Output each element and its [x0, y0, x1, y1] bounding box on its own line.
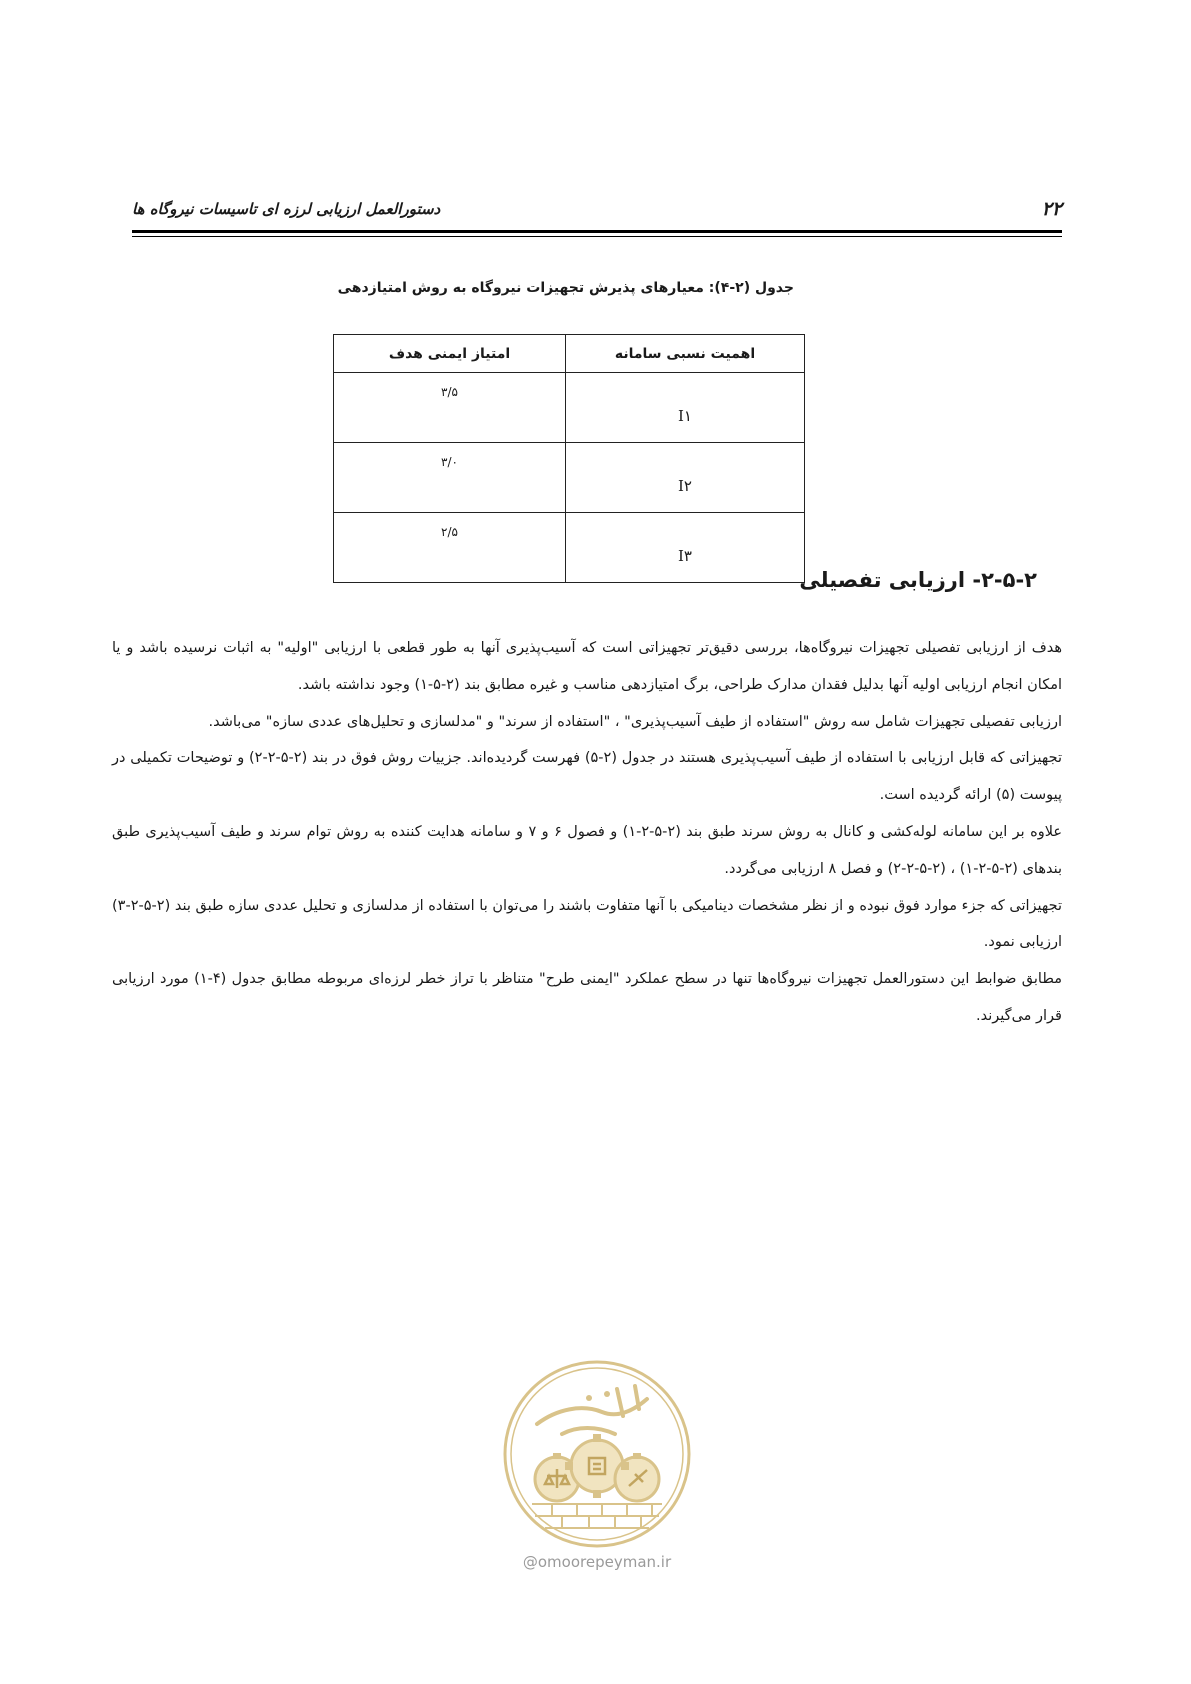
paragraph: هدف از ارزیابی تفصیلی تجهیزات نیروگاه‌ها، بررسی دقیق‌تر تجهیزاتی است که آسیب‌پذیری آنها به طور قطعی با ارزیابی "اولیه" به اثبات نرسیده باشد و یا امکان انجام ارزیابی اولیه آنها بدلیل فقدان مدارک طراحی، برگ امتیازدهی مناسب و غیره مطابق بند (۲-۵-۱) وجود نداشته باشد. [112, 640, 1062, 693]
watermark-seal [497, 1354, 697, 1554]
page-header [132, 196, 1062, 226]
column-header-score: امتیاز ایمنی هدف [334, 335, 566, 373]
importance-cell: I۳ [566, 513, 805, 583]
table-row [334, 443, 805, 513]
header-rule-thick [132, 230, 1062, 233]
section-heading: ۲-۵-۲- ارزیابی تفصیلی [799, 568, 1037, 592]
acceptance-criteria-table [333, 334, 805, 583]
paragraph: مطابق ضوابط این دستورالعمل تجهیزات نیروگاه‌ها تنها در سطح عملکرد "ایمنی طرح" متناظر با تراز خطر لرزه‌ای مربوطه مطابق جدول (۴-۱) مورد ارزیابی قرار می‌گیرند. [112, 971, 1062, 1024]
paragraph: ارزیابی تفصیلی تجهیزات شامل سه روش "استفاده از طیف آسیب‌پذیری" ، "استفاده از سرند" و "مدلسازی و تحلیل‌های عددی سازه" می‌باشد. [208, 713, 1062, 730]
table-caption: جدول (۲-۴): معیارهای پذیرش تجهیزات نیروگاه به روش امتیازدهی [337, 280, 794, 296]
table-row [334, 373, 805, 443]
score-cell: ۳/۵ [334, 373, 566, 443]
section-body [112, 630, 1062, 1035]
importance-cell: I۱ [566, 373, 805, 443]
header-rule-thin [132, 236, 1062, 237]
watermark-url: @omoorepeyman.ir [522, 1553, 672, 1571]
running-title: دستورالعمل ارزیابی لرزه ای تاسیسات نیروگاه ها [132, 200, 441, 218]
paragraph: علاوه بر این سامانه لوله‌کشی و کانال به روش سرند طبق بند (۲-۵-۲-۱) و فصول ۶ و ۷ و سامانه هدایت کننده به روش توام سرند و طیف آسیب‌پذیری طبق بندهای (۲-۵-۲-۱) ، (۲-۵-۲-۲) و فصل ۸ ارزیابی می‌گردد. [112, 823, 1063, 877]
table-header-row [334, 335, 805, 373]
importance-cell: I۲ [566, 443, 805, 513]
column-header-importance: اهمیت نسبی سامانه [566, 335, 805, 373]
page-number: ۲۲ [1041, 198, 1062, 220]
paragraph: تجهیزاتی که جزء موارد فوق نبوده و از نظر مشخصات دینامیکی با آنها متفاوت باشند را می‌توان با استفاده از مدلسازی و تحلیل عددی سازه طبق بند (۲-۵-۲-۳) ارزیابی نمود. [112, 897, 1062, 951]
seal-logo-icon [497, 1354, 697, 1554]
score-cell: ۳/۰ [334, 443, 566, 513]
paragraph: تجهیزاتی که قابل ارزیابی با استفاده از طیف آسیب‌پذیری هستند در جدول (۲-۵) فهرست گردیده‌اند. جزییات روش فوق در بند (۲-۵-۲-۲) و توضیحات تکمیلی در پیوست (۵) ارائه گردیده است. [112, 750, 1062, 804]
score-cell: ۲/۵ [334, 513, 566, 583]
